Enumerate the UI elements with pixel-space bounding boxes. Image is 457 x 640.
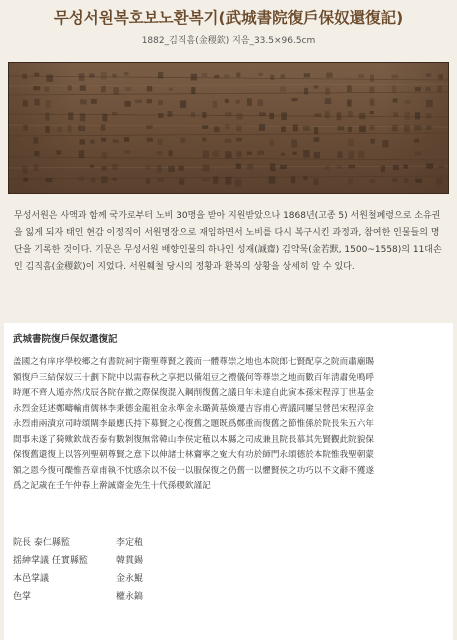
page-subtitle: 1882_김직흠(金稷欽) 지음_33.5×96.5cm	[141, 36, 316, 46]
participant-role: 院長 泰仁縣監	[13, 538, 70, 548]
inscription-mark	[370, 99, 374, 106]
inscription-mark	[392, 178, 397, 182]
inscription-mark	[80, 139, 86, 144]
inscription-mark	[79, 150, 84, 158]
inscription-mark	[158, 72, 163, 79]
inscription-mark	[68, 125, 72, 132]
intro-line: 무성서원은 사액과 함께 국가로부터 노비 30명을 받아 지원받았으나 1868년(고종 5) 서원철폐령으로 소유권	[14, 211, 441, 221]
inscription-mark	[293, 125, 298, 132]
inscription-mark	[337, 151, 342, 158]
inscription-mark	[291, 176, 296, 183]
inscription-mark	[101, 124, 105, 131]
inscription-mark	[259, 124, 265, 131]
inscription-mark	[393, 165, 399, 170]
inscription-mark	[247, 98, 252, 106]
inscription-mark	[124, 72, 128, 75]
inscription-mark	[325, 111, 330, 118]
inscription-mark	[225, 124, 229, 129]
transcript-panel	[4, 323, 453, 640]
inscription-mark	[348, 111, 353, 117]
inscription-mark	[270, 139, 274, 145]
inscription-mark	[314, 127, 318, 134]
inscription-mark	[225, 112, 232, 116]
inscription-mark	[213, 150, 219, 156]
inscription-mark	[157, 178, 164, 181]
inscription-mark	[202, 125, 208, 129]
inscription-mark	[404, 125, 410, 132]
inscription-mark	[236, 138, 242, 141]
inscription-mark	[46, 75, 53, 82]
inscription-mark	[303, 150, 309, 158]
inscription-mark	[91, 99, 97, 104]
inscription-mark	[415, 112, 420, 119]
inscription-mark	[179, 178, 184, 185]
inscription-mark	[358, 151, 364, 158]
inscription-mark	[326, 73, 332, 78]
inscription-mark	[314, 85, 319, 88]
inscription-mark	[426, 126, 432, 130]
transcript-text	[13, 355, 445, 495]
inscription-mark	[314, 113, 321, 117]
inscription-mark	[304, 73, 310, 77]
inscription-mark	[270, 75, 274, 80]
inscription-mark	[102, 166, 107, 171]
inscription-mark	[235, 179, 241, 187]
page-title: 무성서원복호보노환복기(武城書院復戶保奴還復記)	[53, 9, 404, 27]
inscription-mark	[269, 113, 274, 119]
inscription-mark	[90, 165, 94, 168]
inscription-mark	[145, 165, 150, 169]
inscription-mark	[124, 137, 129, 141]
participant-list	[13, 535, 313, 607]
inscription-mark	[79, 73, 85, 81]
inscription-mark	[135, 100, 142, 103]
participant-name: 韓貫錫	[116, 556, 144, 566]
participant-row	[13, 535, 313, 553]
inscription-mark	[34, 99, 39, 106]
intro-paragraph	[14, 208, 444, 276]
inscription-mark	[337, 126, 344, 130]
transcript-line: 額復戶三結保奴三十劃下院中以需春秋之享把以備俎豆之禮儀何等尊崇之地而數百年淸肅免鳴呼	[13, 372, 374, 383]
inscription-mark	[371, 139, 375, 144]
inscription-mark	[280, 87, 286, 92]
inscription-mark	[191, 87, 195, 94]
inscription-mark	[291, 98, 297, 101]
inscription-mark	[34, 164, 39, 171]
inscription-mark	[180, 138, 185, 143]
inscription-mark	[102, 152, 107, 158]
inscription-mark	[370, 125, 375, 130]
inscription-mark	[180, 100, 186, 108]
inscription-mark	[34, 73, 39, 77]
inscription-mark	[44, 87, 49, 92]
inscription-mark	[124, 101, 130, 107]
participant-name: 金永鯤	[116, 574, 144, 584]
inscription-mark	[436, 178, 442, 185]
inscription-mark	[314, 152, 320, 158]
inscription-mark	[415, 152, 421, 156]
inscription-mark	[236, 113, 242, 119]
inscription-mark	[147, 86, 152, 92]
inscription-mark	[113, 139, 119, 142]
inscription-mark	[236, 151, 241, 157]
transcript-line: 爲之記歳在壬午仲春上澣誠齋金先生十代孫稷欽謹記	[13, 481, 211, 491]
inscription-mark	[112, 164, 118, 170]
inscription-mark	[303, 126, 310, 131]
inscription-mark	[113, 178, 117, 181]
inscription-mark	[57, 126, 61, 131]
inscription-mark	[325, 98, 331, 104]
inscription-mark	[393, 112, 398, 117]
inscription-mark	[169, 150, 173, 156]
inscription-mark	[281, 112, 287, 120]
inscription-mark	[348, 151, 354, 158]
transcript-line: 間事未遂了猗歟欽哉否泰有數剝復無常韓山李侯定稙以本縣之司成兼且院長慕其先賢觀此院貌保	[13, 434, 374, 445]
inscription-mark	[291, 140, 297, 148]
inscription-mark	[169, 88, 173, 91]
inscription-mark	[157, 165, 162, 173]
inscription-mark	[415, 87, 421, 91]
inscription-mark	[392, 75, 399, 79]
inscription-mark	[90, 140, 94, 144]
inscription-mark	[33, 137, 38, 143]
inscription-mark	[201, 73, 207, 77]
inscription-mark	[91, 178, 95, 183]
inscription-mark	[225, 177, 231, 185]
inscription-mark	[314, 137, 320, 141]
inscription-mark	[404, 178, 409, 183]
inscription-mark	[258, 73, 262, 76]
inscription-mark	[415, 179, 421, 183]
inscription-mark	[224, 74, 229, 78]
transcript-line: 盖國之有庠序學校郷之有書院祠宇衛聖尊賢之義而一體尊崇之地也本院郎七賢配享之院而肅廟賜	[13, 357, 374, 367]
inscription-mark	[158, 113, 163, 118]
inscription-mark	[325, 87, 329, 94]
inscription-mark	[45, 126, 49, 133]
inscription-mark	[214, 75, 219, 78]
inscription-mark	[370, 75, 374, 82]
inscription-mark	[147, 138, 153, 142]
inscription-mark	[191, 74, 197, 81]
participant-name: 李定稙	[116, 538, 144, 548]
inscription-mark	[213, 101, 218, 108]
inscription-mark	[124, 150, 130, 153]
transcript-heading: 武城書院復戶保奴還復記	[13, 334, 118, 345]
inscription-mark	[191, 112, 195, 117]
inscription-mark	[348, 165, 355, 168]
inscription-mark	[392, 85, 397, 93]
inscription-mark	[168, 111, 173, 117]
participant-row	[13, 571, 313, 589]
inscription-mark	[203, 178, 210, 181]
inscription-mark	[33, 86, 40, 90]
inscription-mark	[426, 163, 433, 168]
inscription-mark	[292, 152, 296, 155]
inscription-mark	[235, 100, 239, 104]
inscription-mark	[438, 165, 444, 168]
inscription-mark	[369, 87, 374, 93]
inscription-mark	[347, 100, 352, 107]
inscription-mark	[304, 88, 308, 95]
inscription-mark	[225, 99, 229, 103]
inscription-mark	[382, 140, 388, 148]
intro-line: 을 잃게 되자 태인 현감 이정직이 서원명장으로 재임하면서 노비를 다시 복구시킨 과정과, 참여한 인물들의 명	[14, 228, 440, 238]
inscription-mark	[414, 139, 419, 143]
inscription-mark	[45, 113, 49, 121]
inscription-mark	[280, 165, 287, 169]
inscription-mark	[405, 112, 410, 120]
inscription-mark	[426, 113, 432, 118]
inscription-mark	[23, 178, 28, 182]
inscription-mark	[101, 176, 107, 183]
inscription-mark	[281, 126, 286, 132]
inscription-mark	[337, 113, 342, 121]
inscription-mark	[78, 177, 84, 182]
inscription-mark	[414, 125, 421, 130]
inscription-mark	[80, 85, 86, 90]
inscription-mark	[56, 150, 61, 154]
intro-line: 인 김직흠(金稷欽)이 지었다. 서원훼철 당시의 정황과 환복의 상황을 상세히 알 수 있다.	[14, 262, 355, 272]
inscription-mark	[236, 164, 241, 169]
inscription-mark	[22, 166, 27, 174]
inscription-mark	[203, 151, 209, 158]
inscription-mark	[392, 125, 398, 132]
inscription-mark	[370, 111, 374, 114]
inscription-mark	[313, 178, 318, 185]
inscription-mark	[425, 87, 430, 91]
inscription-mark	[348, 139, 354, 146]
inscription-mark	[437, 86, 441, 92]
inscription-mark	[269, 176, 276, 183]
inscription-mark	[158, 100, 163, 105]
inscription-mark	[112, 74, 116, 78]
inscription-mark	[426, 73, 431, 77]
transcript-line: 額之恩今復可醍惟吾章甫執不忱感余以不佞一以服保復之仍舊一以懼賢侯之功巧以不文辭不獲遂	[13, 465, 374, 476]
inscription-mark	[325, 166, 329, 170]
transcript-line: 永烈甫兩漬京司時頌閘李最應氏持下募賢之心復舊之題既爲鄭重而復舊之節惟係於院長朱五六年	[13, 419, 374, 429]
inscription-mark	[281, 74, 286, 78]
inscription-mark	[358, 74, 364, 78]
inscription-mark	[370, 179, 376, 183]
inscription-mark	[113, 87, 118, 94]
transcript-line: 時運不齊人遁亦然戊辰各院存撤之際保復混入鋼削復舊之議日年未達自此寅本孫宋程淳丁世基金	[13, 388, 374, 398]
transcript-line: 永烈金廷述鄭疇輸甫儒林李秉德金龍祖金永準金永璐黃基煥遷吉容甫心齊議同屢呈營邑宋程淳金	[13, 403, 374, 414]
inscription-mark	[68, 85, 72, 90]
inscription-mark	[78, 125, 85, 131]
participant-role: 色掌	[13, 592, 32, 602]
inscription-mark	[359, 126, 366, 133]
inscription-mark	[146, 178, 150, 183]
inscription-mark	[179, 166, 184, 171]
inscription-mark	[257, 151, 264, 155]
inscription-mark	[403, 165, 408, 169]
inscription-mark	[347, 85, 352, 92]
inscription-mark	[147, 99, 152, 103]
inscription-mark	[101, 72, 107, 79]
inscription-mark	[125, 87, 132, 91]
inscription-mark	[426, 100, 433, 108]
inscription-mark	[34, 151, 39, 156]
inscription-mark	[146, 125, 153, 129]
inscription-mark	[213, 176, 218, 184]
inscription-mark	[236, 73, 240, 78]
transcript-line: 保復舊還復上以答列聖朝尊賢之意下以伸諸士林齎寧之寃大有功於師門永頌德於本院惟我聖朝蒙	[13, 450, 374, 460]
inscription-mark	[393, 98, 398, 102]
inscription-mark	[101, 86, 106, 93]
inscription-mark	[102, 114, 107, 122]
inscription-mark	[259, 112, 266, 116]
inscription-mark	[281, 153, 285, 156]
inscription-mark	[101, 138, 106, 142]
inscription-mark	[247, 152, 252, 155]
inscription-mark	[438, 74, 443, 79]
inscription-mark	[405, 100, 411, 103]
inscription-mark	[202, 138, 206, 142]
participant-row	[13, 589, 313, 607]
inscription-mark	[23, 125, 27, 131]
inscription-mark	[348, 127, 352, 132]
intro-line: 단을 기록한 것이다. 기문은 무성서원 배향인물의 하나인 성재(誠齋) 김약묵(金若默, 1500~1558)의 11대손	[14, 245, 442, 255]
inscription-mark	[202, 112, 206, 118]
inscription-mark	[80, 113, 86, 121]
inscription-mark	[158, 139, 163, 145]
inscription-mark	[68, 112, 73, 120]
wooden-board-photo	[8, 62, 449, 194]
inscription-mark	[303, 176, 307, 179]
inscription-mark	[112, 112, 117, 115]
inscription-mark	[224, 139, 231, 143]
inscription-mark	[247, 164, 253, 170]
participant-role: 揺紳掌議 任實縣監	[13, 556, 88, 566]
participant-row	[13, 553, 313, 571]
inscription-mark	[337, 165, 343, 168]
inscription-mark	[258, 99, 263, 106]
inscription-mark	[157, 151, 163, 155]
inscription-mark	[359, 113, 365, 119]
inscription-mark	[236, 126, 241, 132]
inscription-mark	[203, 165, 210, 172]
inscription-mark	[46, 178, 53, 182]
inscription-mark	[225, 151, 231, 158]
inscription-mark	[46, 100, 51, 108]
participant-name: 權永鎬	[116, 592, 144, 602]
inscription-mark	[214, 126, 219, 132]
inscription-mark	[89, 74, 94, 78]
inscription-mark	[348, 178, 353, 185]
inscription-mark	[23, 100, 28, 107]
inscription-mark	[80, 99, 87, 104]
inscription-mark	[381, 165, 385, 172]
participant-role: 本邑掌議	[13, 574, 50, 584]
inscription-mark	[270, 163, 275, 171]
inscription-mark	[22, 74, 27, 79]
inscription-mark	[168, 166, 175, 172]
wooden-board-image	[8, 62, 449, 194]
